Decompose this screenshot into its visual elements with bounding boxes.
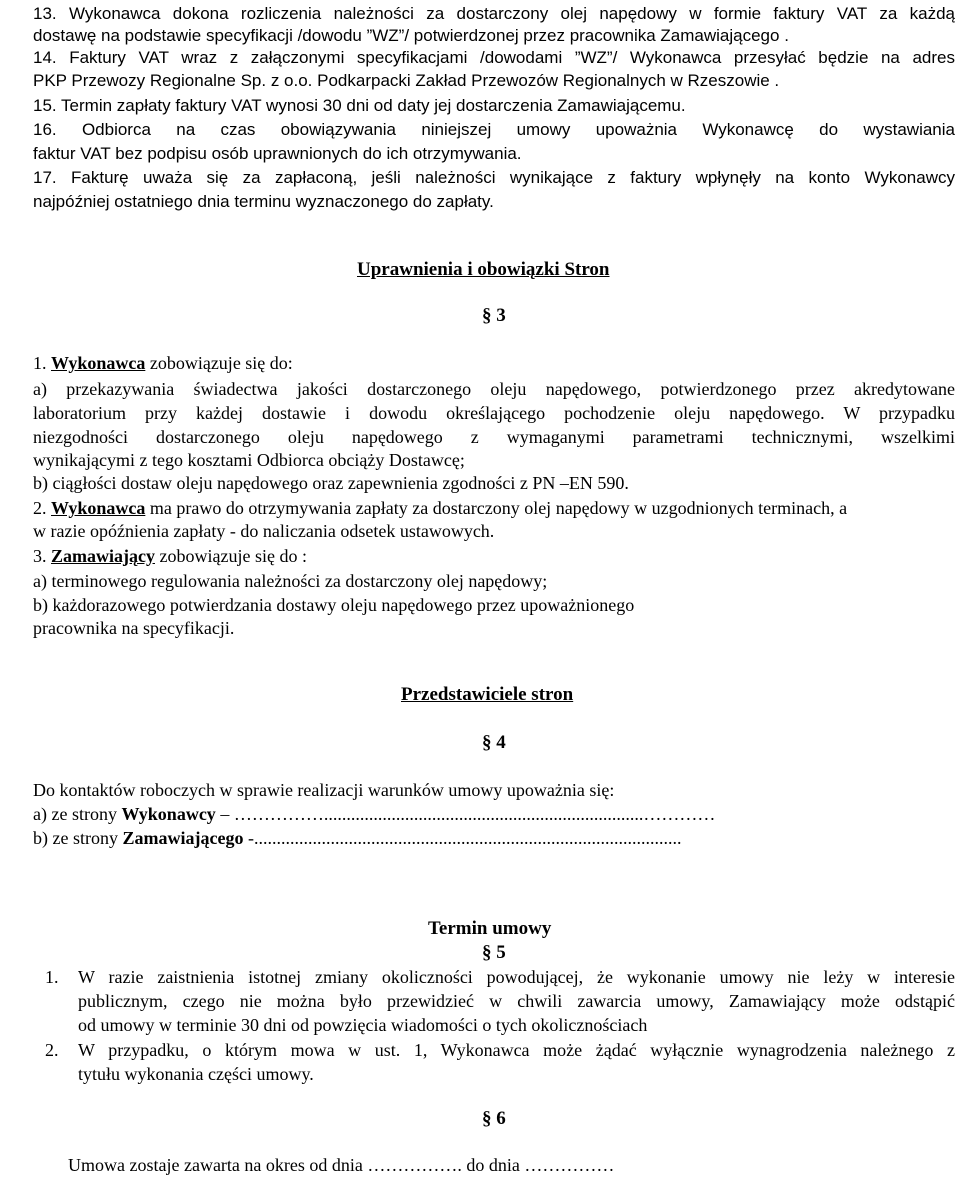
section-3-heading: Uprawnienia i obowiązki Stron [357, 259, 610, 280]
section-4-paragraph-sign: § 4 [482, 732, 506, 753]
item-1a-line-3: niezgodności dostarczonego oleju napędowego z wymaganymi parametrami technicznymi, wszelkimi [33, 427, 955, 447]
item-1a-line-2: laboratorium przy każdej dostawie i dowodu określającego pochodzenie oleju napędowego. W przypadku [33, 403, 955, 423]
item-number: 2. [33, 498, 47, 518]
section-5-item-1-line-2: publicznym, czego nie można było przewidzieć w chwili zawarcia umowy, Zamawiający może odstąpić [78, 991, 955, 1011]
item-3a: a) terminowego regulowania należności za dostarczony olej napędowy; [33, 571, 548, 591]
item-1a-line-4: wynikającymi z tego kosztami Odbiorca obciąży Dostawcę; [33, 450, 465, 470]
paragraph-14-line-1: 14. Faktury VAT wraz z załączonymi specyfikacjami /dowodami ”WZ”/ Wykonawca przesyłać będzie na adres [33, 48, 955, 67]
section-3-item-3 [33, 545, 307, 567]
paragraph-13-line-2: dostawę na podstawie specyfikacji /dowodu ”WZ”/ potwierdzonej przez pracownika Zamawiającego . [33, 26, 789, 45]
item-number: 3. [33, 546, 47, 566]
item-number: 1. [33, 353, 47, 373]
paragraph-17-line-1: 17. Fakturę uważa się za zapłaconą, jeśli należności wynikające z faktury wpłynęły na konto Wykonawcy [33, 168, 955, 187]
section-5-heading: Termin umowy [428, 918, 552, 939]
section-5-paragraph-sign: § 5 [482, 942, 506, 963]
representative-zamawiajacy [33, 827, 681, 849]
party-wykonawca: Wykonawca [51, 498, 146, 518]
section-4-intro: Do kontaktów roboczych w sprawie realizacji warunków umowy upoważnia się: [33, 780, 615, 800]
paragraph-16-line-2: faktur VAT bez podpisu osób uprawnionych do ich otrzymywania. [33, 144, 522, 163]
representative-wykonawca [33, 803, 715, 825]
label: a) ze strony [33, 804, 122, 824]
section-6-paragraph-sign: § 6 [482, 1108, 506, 1129]
party-wykonawca: Wykonawca [51, 353, 146, 373]
section-4-heading: Przedstawiciele stron [401, 684, 574, 705]
paragraph-16-line-1: 16. Odbiorca na czas obowiązywania niniejszej umowy upoważnia Wykonawcę do wystawiania [33, 120, 955, 139]
section-5-item-1-line-1: W razie zaistnienia istotnej zmiany okoliczności powodującej, że wykonanie umowy nie leży w interesie [78, 967, 955, 987]
item-2-line-2: w razie opóźnienia zapłaty - do naliczania odsetek ustawowych. [33, 521, 495, 541]
section-3-item-1 [33, 352, 293, 374]
blank-line: -............................................................................................... [243, 828, 682, 848]
blank-line: – …………….......................................................................………… [215, 804, 716, 824]
section-3-paragraph-sign: § 3 [482, 305, 506, 326]
party-wykonawca: Wykonawcy [121, 804, 216, 824]
label: b) ze strony [33, 828, 123, 848]
item-text: zobowiązuje się do: [145, 353, 293, 373]
contract-term: Umowa zostaje zawarta na okres od dnia ……………. do dnia …………… [68, 1155, 615, 1175]
section-5-item-2-line-2: tytułu wykonania części umowy. [78, 1064, 314, 1084]
section-5-item-2-number: 2. [45, 1040, 59, 1060]
item-text: zobowiązuje się do : [154, 546, 307, 566]
paragraph-15: 15. Termin zapłaty faktury VAT wynosi 30 dni od daty jej dostarczenia Zamawiającemu. [33, 96, 686, 115]
party-zamawiajacy: Zamawiający [51, 546, 155, 566]
section-5-item-2-line-1: W przypadku, o którym mowa w ust. 1, Wykonawca może żądać wyłącznie wynagrodzenia należnego z [78, 1040, 955, 1060]
item-1b: b) ciągłości dostaw oleju napędowego oraz zapewnienia zgodności z PN –EN 590. [33, 473, 629, 493]
paragraph-13-line-1: 13. Wykonawca dokona rozliczenia należności za dostarczony olej napędowy w formie faktury VAT za każdą [33, 4, 955, 23]
item-3b-line-1: b) każdorazowego potwierdzania dostawy oleju napędowego przez upoważnionego [33, 595, 635, 615]
section-3-item-2 [33, 497, 847, 519]
section-5-item-1-number: 1. [45, 967, 59, 987]
paragraph-17-line-2: najpóźniej ostatniego dnia terminu wyznaczonego do zapłaty. [33, 192, 494, 211]
section-5-item-1-line-3: od umowy w terminie 30 dni od powzięcia wiadomości o tych okolicznościach [78, 1015, 648, 1035]
paragraph-14-line-2: PKP Przewozy Regionalne Sp. z o.o. Podkarpacki Zakład Przewozów Regionalnych w Rzeszowie . [33, 71, 780, 90]
item-3b-line-2: pracownika na specyfikacji. [33, 618, 235, 638]
item-1a-line-1: a) przekazywania świadectwa jakości dostarczonego oleju napędowego, potwierdzonego przez akredytowane [33, 379, 955, 399]
party-zamawiajacy: Zamawiającego [122, 828, 244, 848]
item-text: ma prawo do otrzymywania zapłaty za dostarczony olej napędowy w uzgodnionych terminach, a [145, 498, 848, 518]
